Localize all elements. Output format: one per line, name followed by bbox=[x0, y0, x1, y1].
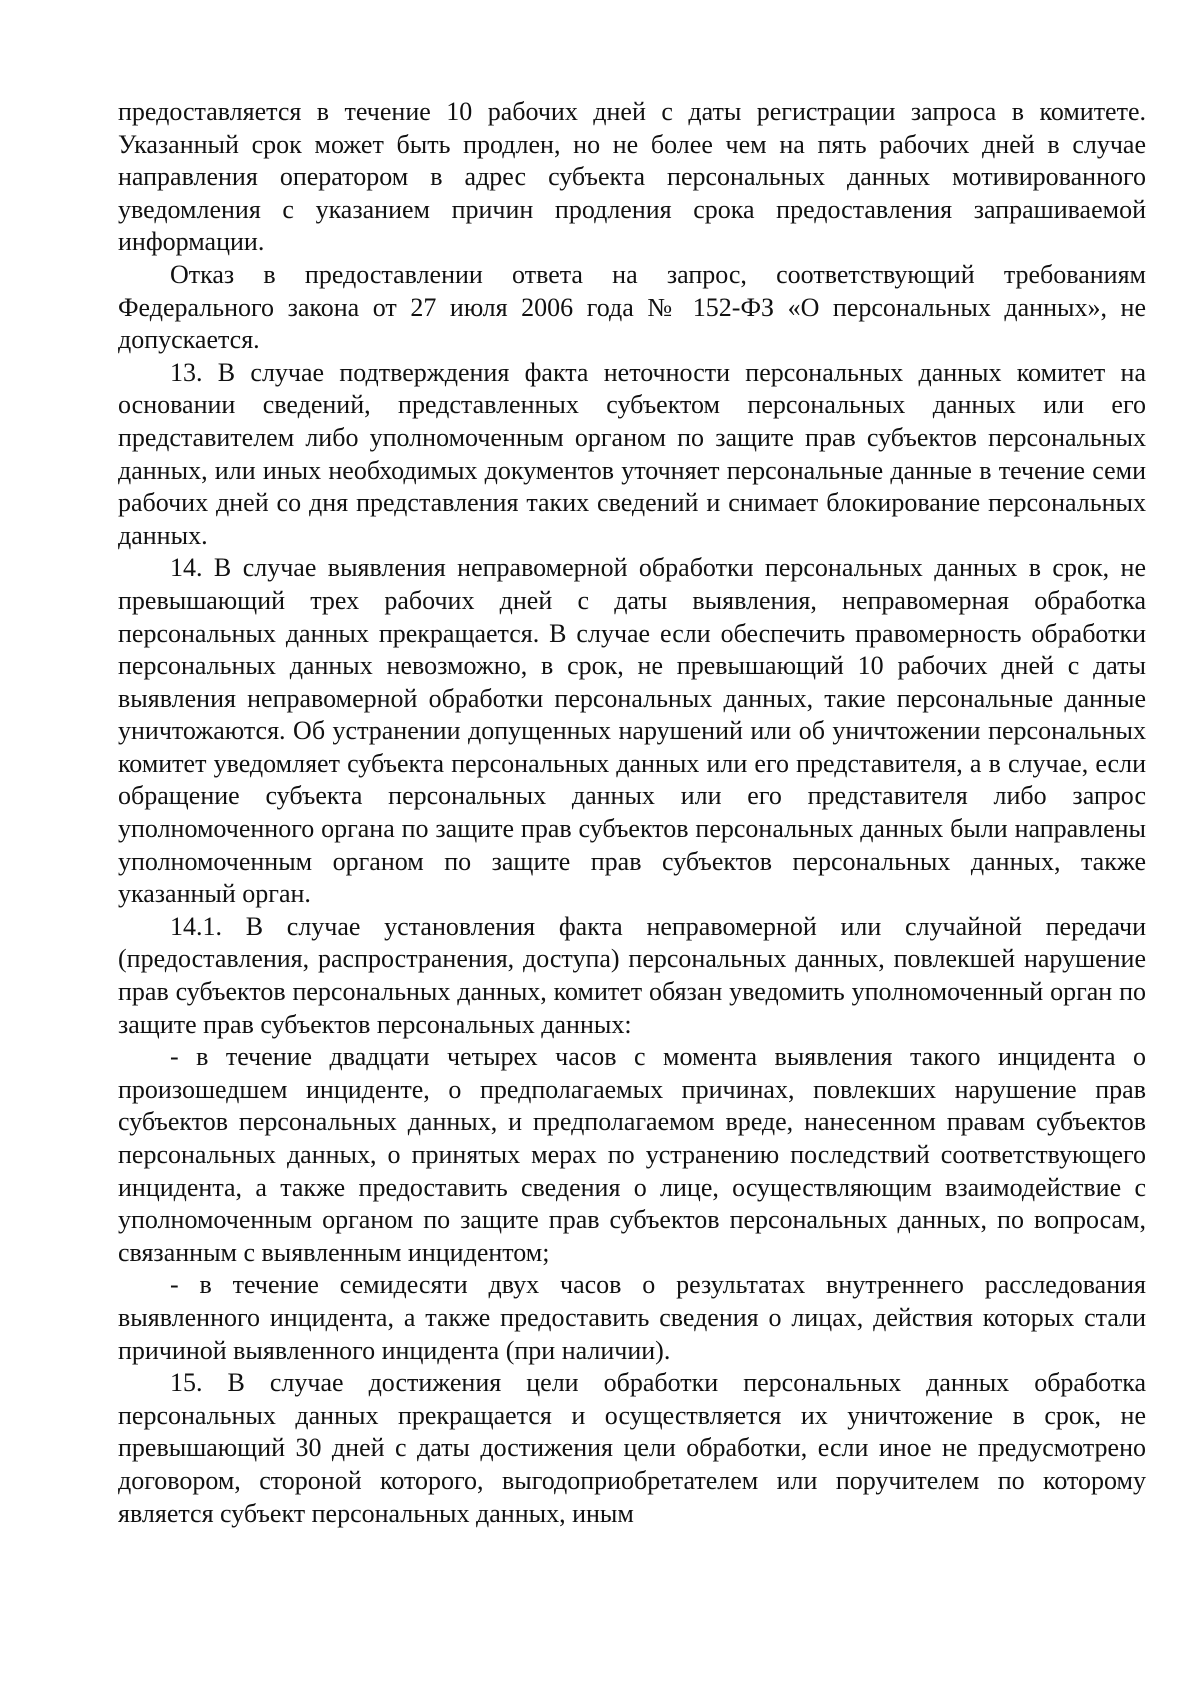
paragraph-15: 15. В случае достижения цели обработки персональных данных обработка персональных данных прекращается и осуществляется их уничтожение в срок, не превышающий 30 дней с даты достижения цели обработки, если иное не предусмотрено договором, стороной которого, выгодоприобретателем или поручителем по которому является субъект персональных данных, иным bbox=[118, 1368, 1146, 1528]
paragraph-14: 14. В случае выявления неправомерной обработки персональных данных в срок, не превышающий трех рабочих дней с даты выявления, неправомерная обработка персональных данных прекращается. В случае если обеспечить правомерность обработки персональных данных невозможно, в срок, не превышающий 10 рабочих дней с даты выявления неправомерной обработки персональных данных, такие персональные данные уничтожаются. Об устранении допущенных нарушений или об уничтожении персональных комитет уведомляет субъекта персональных данных или его представителя, а в случае, если обращение субъекта персональных данных или его представителя либо запрос уполномоченного органа по защите прав субъектов персональных данных были направлены уполномоченным органом по защите прав субъектов персональных данных, также указанный орган. bbox=[118, 553, 1146, 909]
paragraph-continuation: предоставляется в течение 10 рабочих дней с даты регистрации запроса в комитете. Указанный срок может быть продлен, но не более чем на пять рабочих дней в случае направления оператором в адрес субъекта персональных данных мотивированного уведомления с указанием причин продления срока предоставления запрашиваемой информации. bbox=[118, 97, 1146, 257]
list-item-72-hours: - в течение семидесяти двух часов о результатах внутреннего расследования выявленного инцидента, а также предоставить сведения о лицах, действия которых стали причиной выявленного инцидента (при наличии). bbox=[118, 1270, 1146, 1365]
paragraph-refusal: Отказ в предоставлении ответа на запрос, соответствующий требованиям Федерального закона от 27 июля 2006 года № 152-ФЗ «О персональных данных», не допускается. bbox=[118, 259, 1146, 355]
paragraph-13: 13. В случае подтверждения факта неточности персональных данных комитет на основании сведений, представленных субъектом персональных данных или его представителем либо уполномоченным органом по защите прав субъектов персональных данных, или иных необходимых документов уточняет персональные данные в течение семи рабочих дней со дня представления таких сведений и снимает блокирование персональных данных. bbox=[118, 357, 1146, 550]
list-item-24-hours: - в течение двадцати четырех часов с момента выявления такого инцидента о произошедшем инциденте, о предполагаемых причинах, повлекших нарушение прав субъектов персональных данных, и предполагаемом вреде, нанесенном правам субъектов персональных данных, о принятых мерах по устранению последствий соответствующего инцидента, а также предоставить сведения о лице, осуществляющим взаимодействие с уполномоченным органом по защите прав субъектов персональных данных, по вопросам, связанным с выявленным инцидентом; bbox=[118, 1042, 1146, 1267]
paragraph-14-1: 14.1. В случае установления факта неправомерной или случайной передачи (предоставления, распространения, доступа) персональных данных, повлекшей нарушение прав субъектов персональных данных, комитет обязан уведомить уполномоченный орган по защите прав субъектов персональных данных: bbox=[118, 911, 1146, 1039]
document-page bbox=[118, 96, 1146, 1530]
